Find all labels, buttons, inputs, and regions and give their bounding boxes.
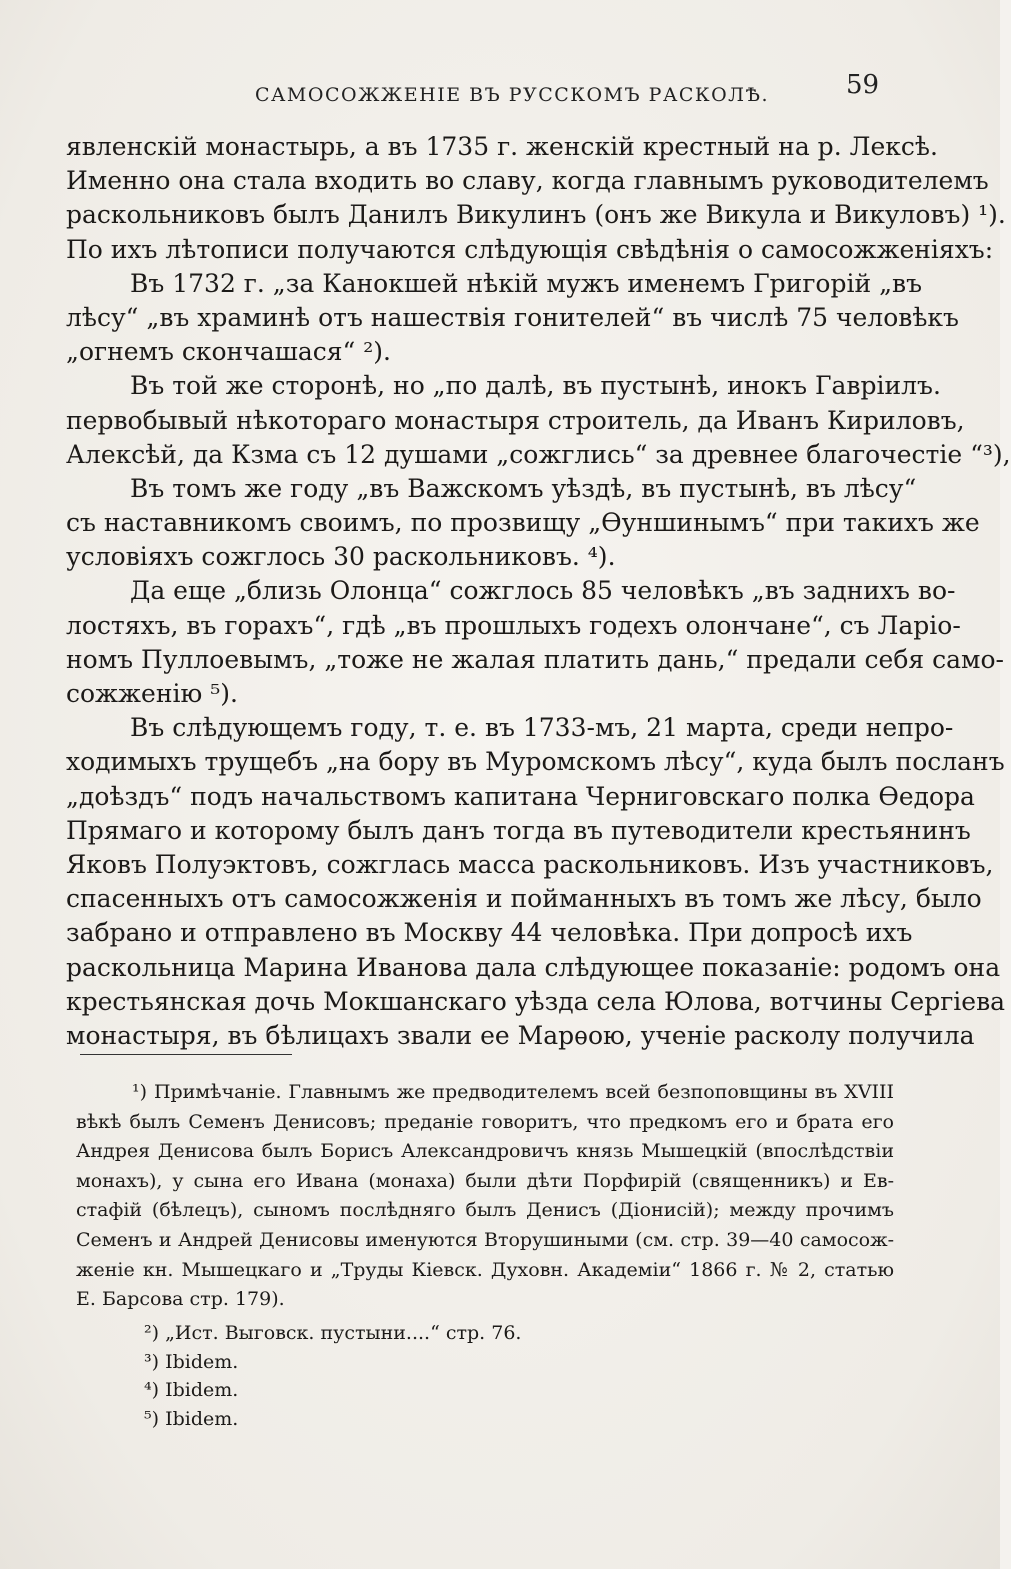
page-number: 59 [846, 70, 880, 100]
text-line: ходимыхъ трущебъ „на бору въ Муромскомъ лѣсу“, куда былъ посланъ [66, 747, 1005, 777]
footnote-line: Семенъ и Андрей Денисовы именуются Вторушиными (см. стр. 39—40 самосож- [76, 1228, 894, 1251]
footnote-line: монахъ), у сына его Ивана (монаха) были дѣти Порфирій (священникъ) и Ев- [76, 1169, 894, 1192]
footnote-item: ²) „Ист. Выговск. пустыни....“ стр. 76. [144, 1321, 522, 1344]
text-line: сожженію ⁵). [66, 679, 238, 708]
footnote-item: ⁴) Ibidem. [144, 1379, 239, 1402]
footnote-line: ¹) Примѣчаніе. Главнымъ же предводителемъ всей безпоповщины въ XVIII [132, 1081, 894, 1103]
text-line: Яковъ Полуэктовъ, сожглась масса раскольниковъ. Изъ участниковъ, [66, 849, 994, 879]
footnote-line: женіе кн. Мышецкаго и „Труды Кіевск. Духовн. Академіи“ 1866 г. № 2, статью [76, 1258, 894, 1281]
text-line: съ наставникомъ своимъ, по прозвищу „Ѳуншинымъ“ при такихъ же [66, 508, 980, 538]
text-line: спасенныхъ отъ самосожженія и пойманныхъ въ томъ же лѣсу, было [66, 884, 982, 914]
text-line: явленскій монастырь, а въ 1735 г. женскій крестный на р. Лексѣ. [66, 132, 938, 161]
text-line: Въ томъ же году „въ Важскомъ уѣздѣ, въ пустынѣ, въ лѣсу“ [130, 473, 917, 503]
text-line: По ихъ лѣтописи получаются слѣдующія свѣдѣнія о самосожженіяхъ: [66, 234, 994, 264]
text-line: Въ 1732 г. „за Канокшей нѣкій мужъ именемъ Григорій „въ [130, 268, 923, 298]
text-line: лѣсу“ „въ храминѣ отъ нашествія гонителей“ въ числѣ 75 человѣкъ [66, 302, 959, 332]
text-line: номъ Пуллоевымъ, „тоже не жалая платить дань,“ предали себя само- [66, 644, 1004, 674]
footnote-line: Е. Барсова стр. 179). [76, 1288, 285, 1311]
text-line: Алексѣй, да Кзма съ 12 душами „сожглись“ за древнее благочестіе “³), [66, 439, 1011, 469]
footnote-line: стафій (бѣлецъ), сыномъ послѣдняго былъ Денисъ (Діонисій); между прочимъ [76, 1199, 894, 1222]
main-text [66, 130, 1011, 1053]
text-line: Прямаго и которому былъ данъ тогда въ путеводители крестьянинъ [66, 815, 971, 845]
text-line: монастыря, въ бѣлицахъ звали ее Марѳою, ученіе расколу получила [66, 1020, 975, 1050]
footnote-item: ³) Ibidem. [144, 1350, 239, 1373]
footnote-line: Андрея Денисова былъ Борисъ Александровичъ князь Мышецкій (впослѣдствіи [76, 1140, 894, 1163]
running-head: САМОСОЖЖЕНІЕ ВЪ РУССКОМЪ РАСКОЛѢ. [255, 84, 770, 106]
text-line: забрано и отправлено въ Москву 44 человѣка. При допросѣ ихъ [66, 918, 913, 948]
footnotes [76, 1078, 894, 1434]
footnote-line: вѣкѣ былъ Семенъ Денисовъ; преданіе говоритъ, что предкомъ его и брата его [76, 1110, 894, 1133]
text-line: первобывый нѣкотораго монастыря строитель, да Иванъ Кириловъ, [66, 405, 965, 435]
text-line: Въ той же сторонѣ, но „по далѣ, въ пустынѣ, инокъ Гавріилъ. [130, 371, 941, 401]
text-line: крестьянская дочь Мокшанскаго уѣзда села Юлова, вотчины Сергіева [66, 986, 1006, 1016]
footnote-divider [80, 1054, 292, 1055]
text-line: лостяхъ, въ горахъ“, гдѣ „въ прошлыхъ годехъ олончане“, съ Ларіо- [66, 610, 961, 640]
text-line: Именно она стала входить во славу, когда главнымъ руководителемъ [66, 166, 989, 196]
text-line: Да еще „близь Олонца“ сожглось 85 человѣкъ „въ заднихъ во- [130, 576, 956, 606]
text-line: раскольница Марина Иванова дала слѣдующее показаніе: родомъ она [66, 952, 1001, 982]
footnote-item: ⁵) Ibidem. [144, 1408, 239, 1431]
text-line: условіяхъ сожглось 30 раскольниковъ. ⁴). [66, 542, 616, 572]
text-line: раскольниковъ былъ Данилъ Викулинъ (онъ же Викула и Викуловъ) ¹). [66, 200, 1006, 230]
text-line: „доѣздъ“ подъ начальствомъ капитана Черниговскаго полка Ѳедора [66, 781, 975, 811]
text-line: „огнемъ скончашася“ ²). [66, 337, 391, 367]
text-line: Въ слѣдующемъ году, т. е. въ 1733-мъ, 21 марта, среди непро- [130, 713, 954, 743]
